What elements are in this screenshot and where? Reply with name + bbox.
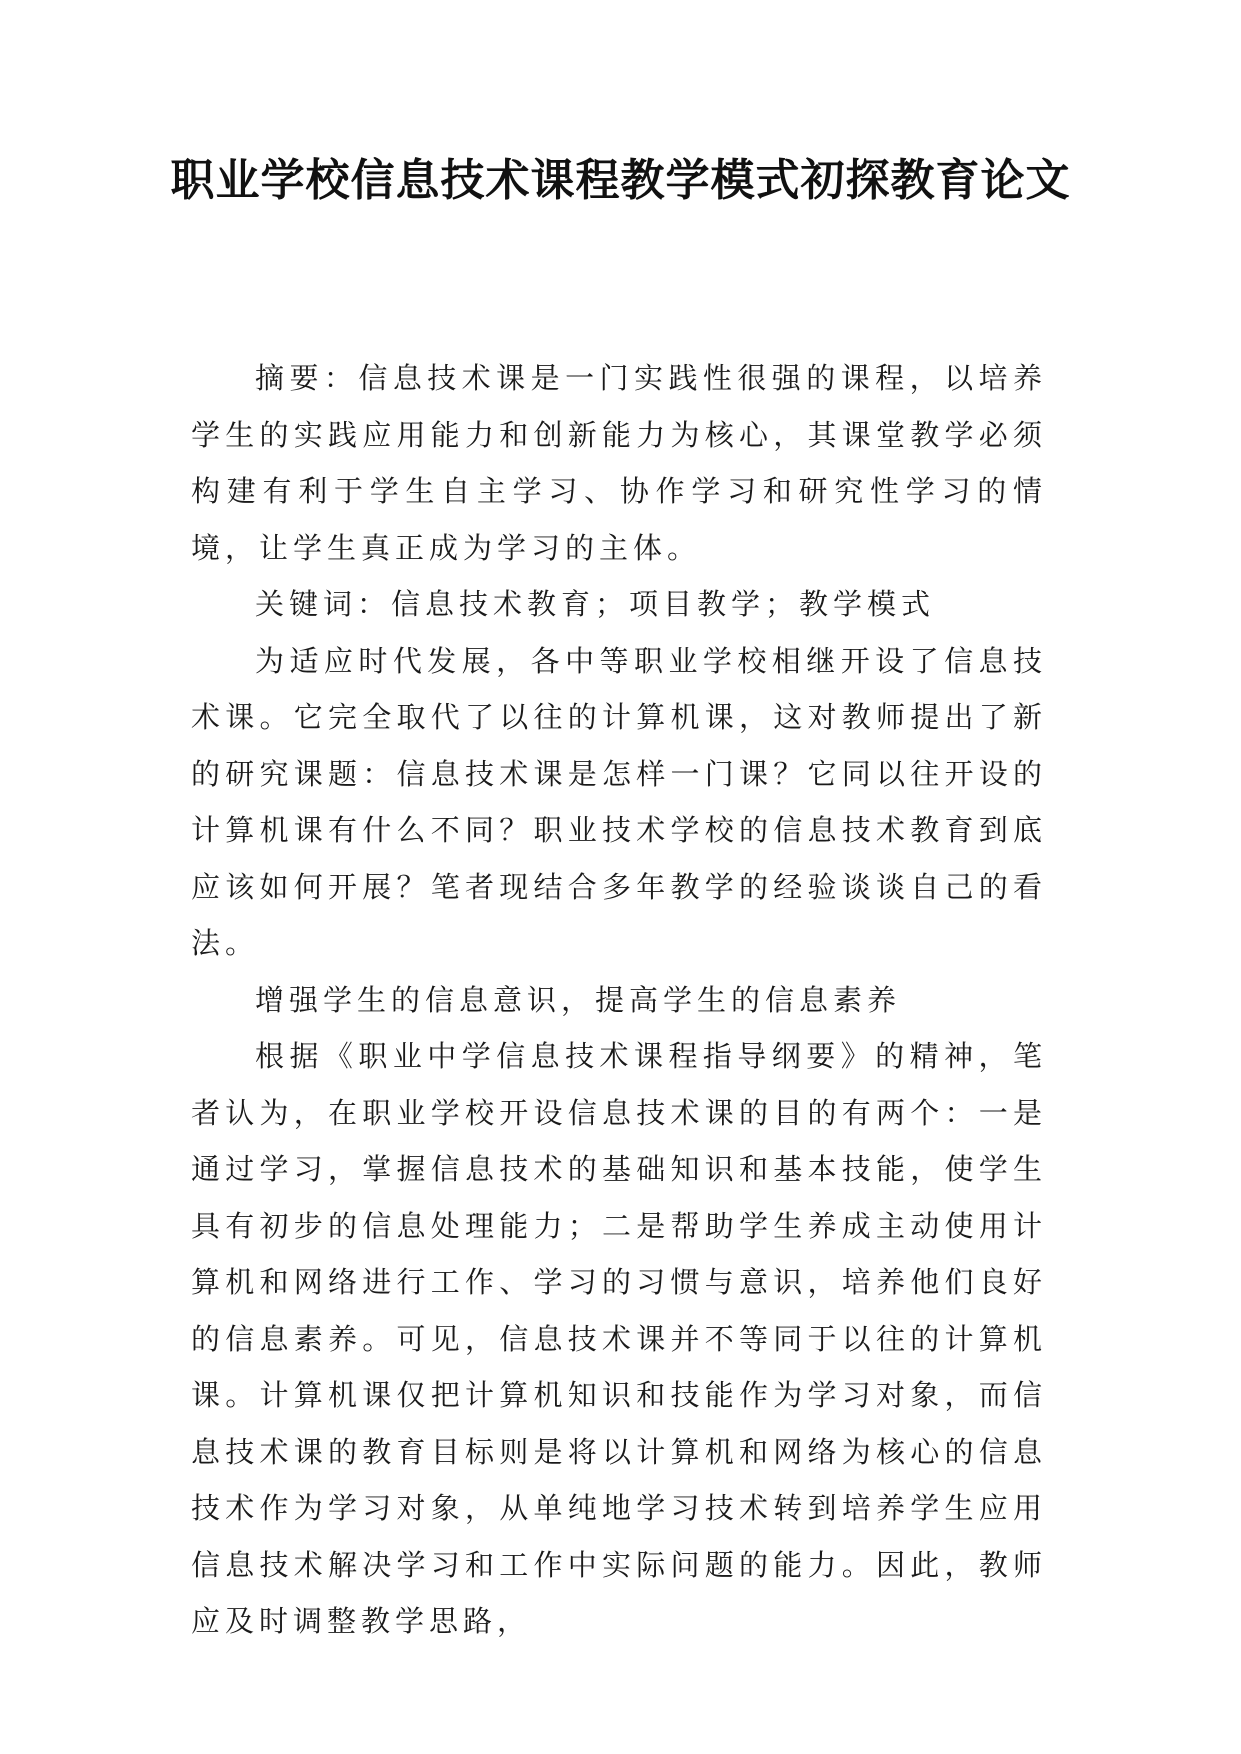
intro-paragraph: 为适应时代发展，各中等职业学校相继开设了信息技术课。它完全取代了以往的计算机课，这对教师提出了新的研究课题：信息技术课是怎样一门课？它同以往开设的计算机课有什么不同？职业技术学校的信息技术教育到底应该如何开展？笔者现结合多年教学的经验谈谈自己的看法。 — [191, 643, 1047, 960]
keywords-paragraph: 关键词：信息技术教育；项目教学；教学模式 — [255, 587, 936, 621]
abstract-paragraph: 摘要：信息技术课是一门实践性很强的课程，以培养学生的实践应用能力和创新能力为核心，其课堂教学必须构建有利于学生自主学习、协作学习和研究性学习的情境，让学生真正成为学习的主体。 — [191, 361, 1047, 565]
document-title: 职业学校信息技术课程教学模式初探教育论文 — [170, 155, 1071, 206]
body-paragraph: 根据《职业中学信息技术课程指导纲要》的精神，笔者认为，在职业学校开设信息技术课的目的有两个：一是通过学习，掌握信息技术的基础知识和基本技能，使学生具有初步的信息处理能力；二是帮助学生养成主动使用计算机和网络进行工作、学习的习惯与意识，培养他们良好的信息素养。可见，信息技术课并不等同于以往的计算机课。计算机课仅把计算机知识和技能作为学习对象，而信息技术课的教育目标则是将以计算机和网络为核心的信息技术作为学习对象，从单纯地学习技术转到培养学生应用信息技术解决学习和工作中实际问题的能力。因此，教师应及时调整教学思路， — [191, 1039, 1047, 1638]
document-body — [191, 350, 1047, 1650]
section-heading: 增强学生的信息意识，提高学生的信息素养 — [255, 982, 902, 1017]
